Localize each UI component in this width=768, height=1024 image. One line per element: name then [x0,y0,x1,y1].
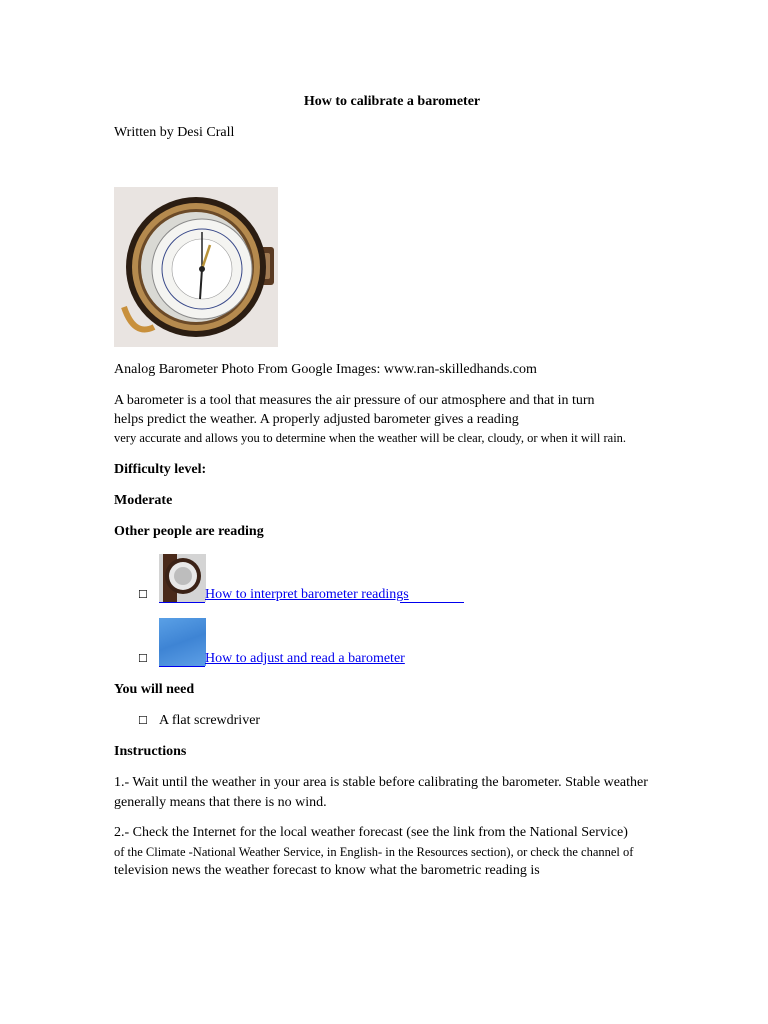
related-link-adjust[interactable]: How to adjust and read a barometer [205,651,405,666]
blue-sky-thumbnail-icon[interactable] [159,618,206,666]
need-item-screwdriver: A flat screwdriver [159,713,261,728]
step2-line-3: television news the weather forecast to know what the barometric reading is [114,863,540,878]
difficulty-value: Moderate [114,493,173,508]
intro-line-2: helps predict the weather. A properly adjusted barometer gives a reading [114,412,519,427]
author-byline: Written by Desi Crall [114,125,235,140]
link-underline [159,666,205,667]
photo-caption: Analog Barometer Photo From Google Images: www.ran-skilledhands.com [114,362,537,377]
step2-line-2: of the Climate -National Weather Service, in English- in the Resources section), or check the channel of [114,845,634,859]
step2-line-1: 2.- Check the Internet for the local weather forecast (see the link from the National Service) [114,825,628,840]
intro-line-1: A barometer is a tool that measures the air pressure of our atmosphere and that in turn [114,393,595,408]
need-heading: You will need [114,682,195,697]
step1-line-1: 1.- Wait until the weather in your area is stable before calibrating the barometer. Stable weather [114,775,648,790]
barometer-photo [114,187,278,347]
checkbox-bullet-icon: ☐ [138,589,148,601]
intro-line-3: very accurate and allows you to determine when the weather will be clear, cloudy, or when it will rain. [114,431,627,445]
related-link-interpret[interactable]: How to interpret barometer readings [205,587,409,602]
checkbox-bullet-icon: ☐ [138,653,148,665]
instructions-heading: Instructions [114,744,187,759]
barometer-watch-thumbnail-icon[interactable] [159,554,206,602]
checkbox-bullet-icon: ☐ [138,715,148,727]
link-underline [159,602,205,603]
step1-line-2: generally means that there is no wind. [114,795,327,810]
link-underline [400,602,464,603]
difficulty-heading: Difficulty level: [114,462,207,477]
related-heading: Other people are reading [114,524,264,539]
page-title: How to calibrate a barometer [303,94,481,109]
